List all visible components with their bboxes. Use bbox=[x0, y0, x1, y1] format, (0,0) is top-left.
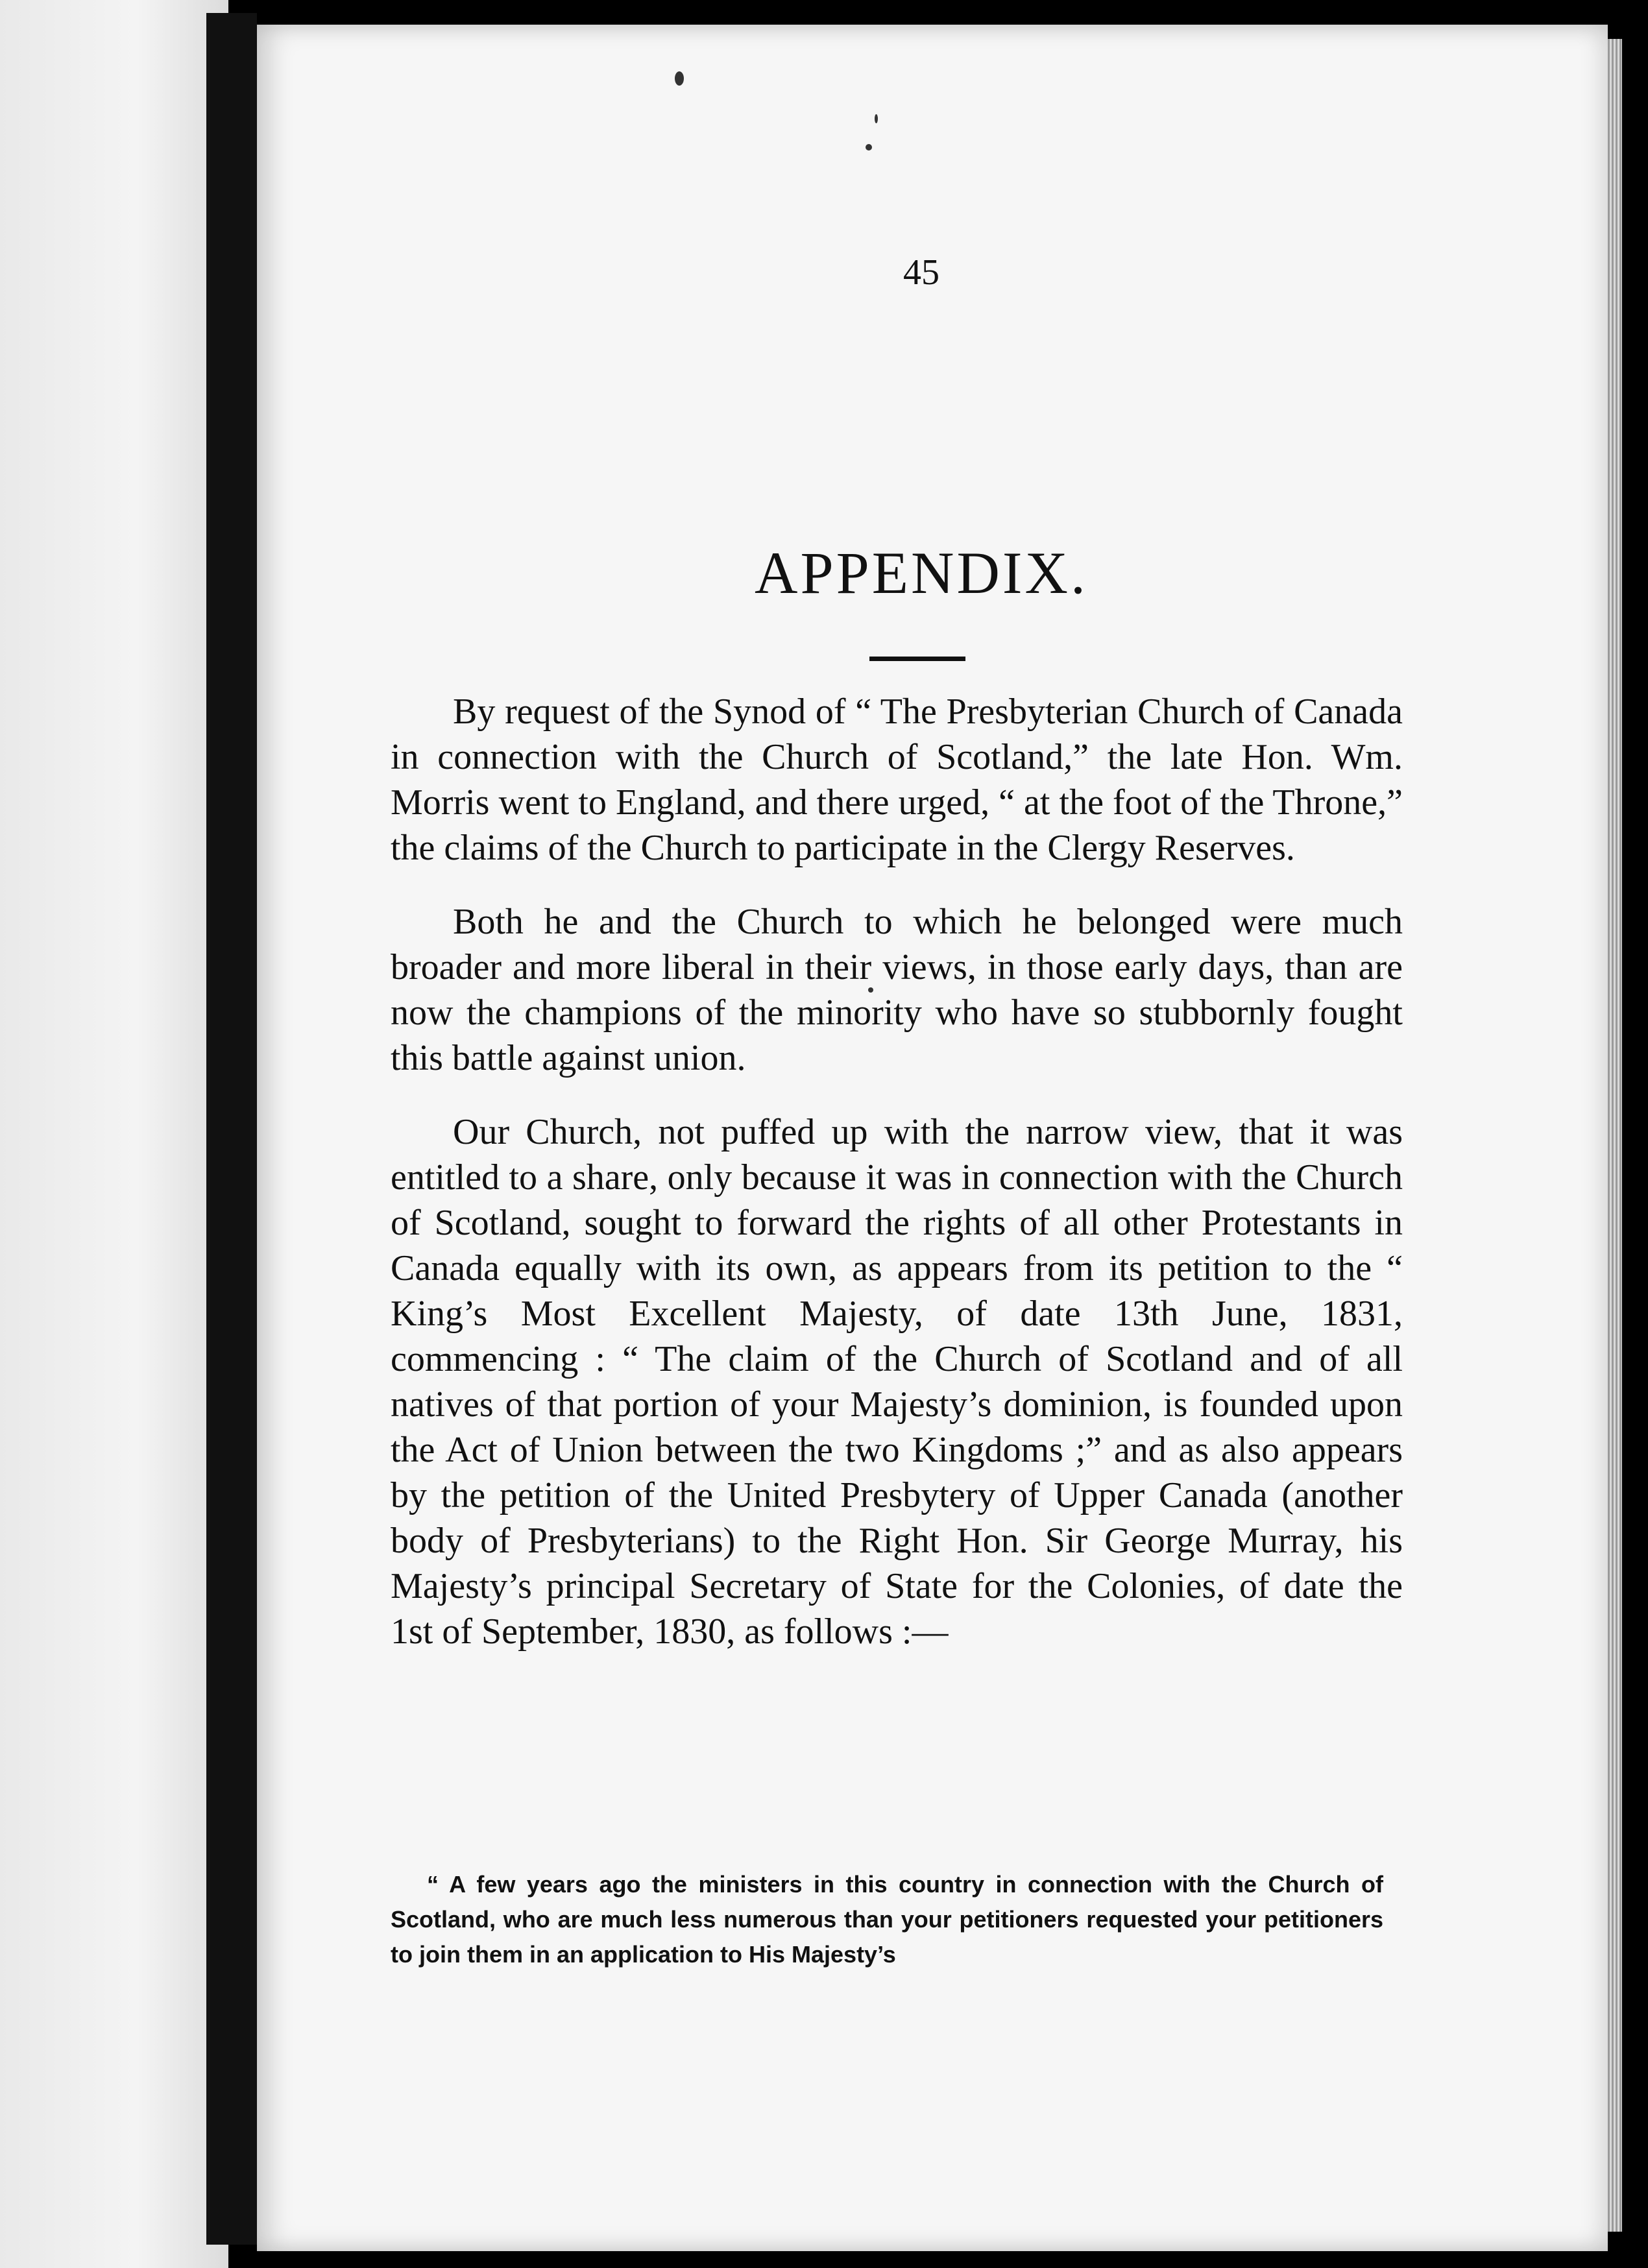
dust-speck bbox=[866, 144, 872, 151]
paragraph-2: Both he and the Church to which he belonged were much broader and more liberal in their views, in those early days, than are now the champions of the minority who have so stubbornly fought this battle against union. bbox=[391, 902, 1403, 1078]
paragraph-3: Our Church, not puffed up with the narrow view, that it was entitled to a share, only because it was in connection with the Church of Scotland, sought to forward the rights of all other Protestants in Canada equally with its own, as appears from its petition to the “ King’s Most Excellent Majesty, of date 13th June, 1831, commencing : “ The claim of the Church of Scotland and of all natives of that portion of your Majesty’s dominion, is founded upon the Act of Union between the two Kingdoms ;” and as also appears by the petition of the United Presbytery of Upper Canada (another body of Presbyterians) to the Right Hon. Sir George Murray, his Majesty’s principal Secretary of State for the Colonies, of date the 1st of September, 1830, as follows :— bbox=[391, 1112, 1403, 1652]
dust-speck bbox=[675, 71, 684, 86]
quoted-petition bbox=[391, 1867, 1383, 1972]
page-title: APPENDIX. bbox=[755, 540, 1088, 606]
paragraph-1: By request of the Synod of “ The Presbyterian Church of Canada in connection with the Church of Scotland,” the late Hon. Wm. Morris went to England, and there urged, “ at the foot of the Throne,” the claims of the Church to participate in the Clergy Reserves. bbox=[391, 692, 1403, 868]
page-number: 45 bbox=[903, 252, 939, 293]
dust-speck bbox=[875, 114, 878, 123]
title-rule bbox=[869, 657, 965, 661]
binding-gutter bbox=[206, 13, 257, 2245]
quote-text: “ A few years ago the ministers in this country in connection with the Church of Scotland, who are much less numerous than your petitioners requested your petitioners to join them in an application to His Majesty’s bbox=[391, 1871, 1383, 1968]
page-stack-edge bbox=[1608, 39, 1622, 2232]
left-page-edge bbox=[0, 0, 228, 2268]
body-text bbox=[391, 689, 1403, 1683]
